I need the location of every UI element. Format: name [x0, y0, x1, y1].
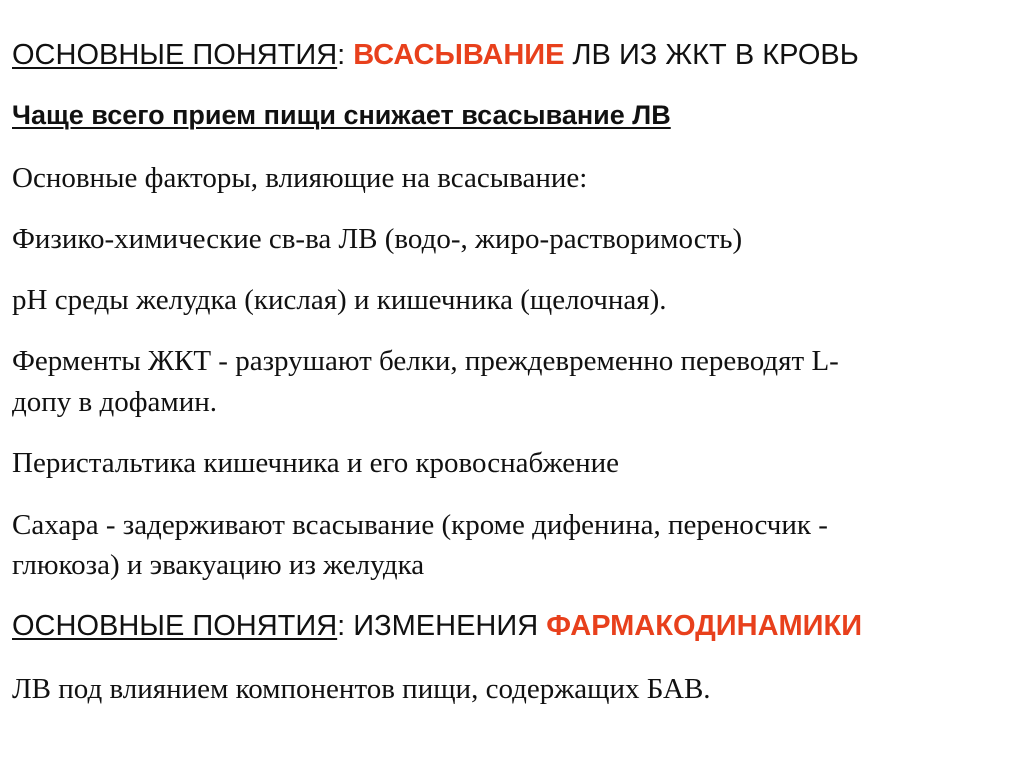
heading-absorption-prefix: ОСНОВНЫЕ ПОНЯТИЯ [12, 39, 338, 71]
factor-sugars-line1: Сахара - задерживают всасывание (кроме дифенина, переносчик - [12, 509, 828, 541]
heading-pharmacodynamics-middle: ИЗМЕНЕНИЯ [353, 610, 547, 642]
factor-enzymes-line2: допу в дофамин. [12, 386, 218, 418]
factor-physchem: Физико-химические св-ва ЛВ (водо-, жиро-растворимость) [12, 223, 743, 255]
heading-absorption-colon: : [337, 39, 354, 71]
factors-intro: Основные факторы, влияющие на всасывание: [12, 162, 588, 194]
heading-absorption [12, 38, 1012, 72]
factor-ph: рН среды желудка (кислая) и кишечника (щелочная). [12, 284, 667, 316]
heading-pharmacodynamics-colon: : [337, 610, 354, 642]
factor-peristalsis: Перистальтика кишечника и его кровоснабжение [12, 447, 620, 479]
conclusion: ЛВ под влиянием компонентов пищи, содержащих БАВ. [12, 673, 711, 705]
heading-absorption-highlight: ВСАСЫВАНИЕ [353, 39, 565, 71]
heading-pharmacodynamics [12, 609, 1012, 643]
heading-pharmacodynamics-highlight: ФАРМАКОДИНАМИКИ [546, 610, 863, 642]
factor-sugars-line2: глюкоза) и эвакуацию из желудка [12, 549, 425, 581]
subheading-food-reduces-absorption: Чаще всего прием пищи снижает всасывание ЛВ [12, 100, 671, 130]
factor-enzymes-line1: Ферменты ЖКТ - разрушают белки, преждевременно переводят L- [12, 345, 839, 377]
heading-absorption-suffix: ЛВ ИЗ ЖКТ В КРОВЬ [564, 39, 859, 71]
heading-pharmacodynamics-prefix: ОСНОВНЫЕ ПОНЯТИЯ [12, 610, 338, 642]
